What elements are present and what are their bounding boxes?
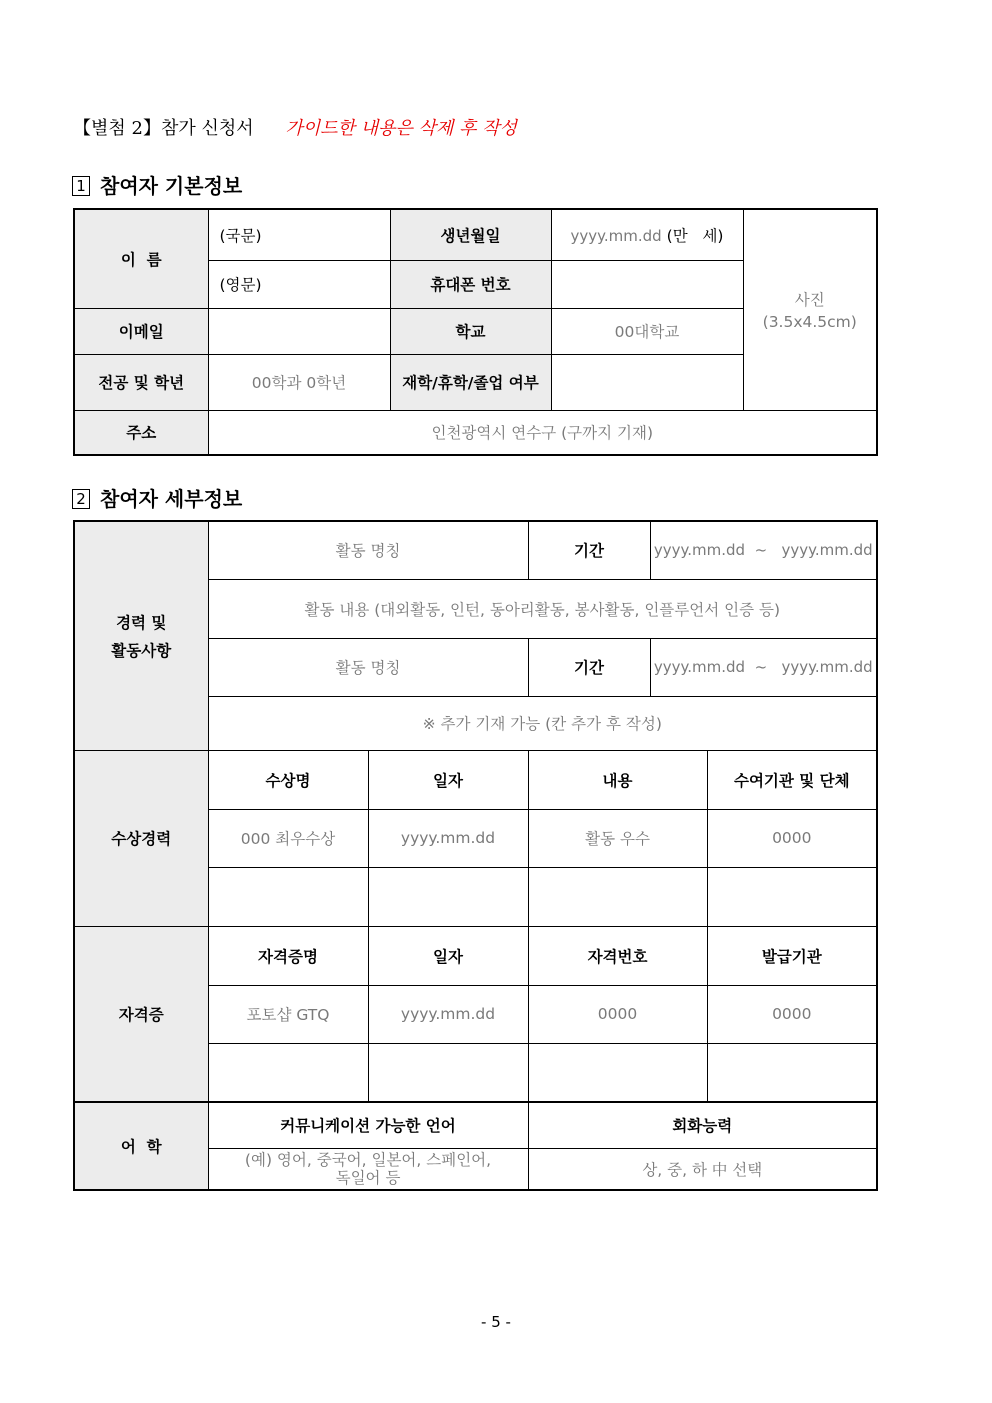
career-label-line1: 경력 및 (116, 613, 167, 632)
award-empty-org[interactable] (707, 867, 877, 926)
language-header: 커뮤니케이션 가능한 언어 (208, 1102, 528, 1148)
cert-empty-number[interactable] (528, 1043, 707, 1102)
cert-header-number: 자격번호 (528, 926, 707, 985)
attachment-label: 【별첨 2】참가 신청서 (73, 118, 254, 139)
photo-box[interactable] (743, 209, 877, 410)
status-label: 재학/휴학/졸업 여부 (390, 354, 551, 410)
email-label: 이메일 (74, 308, 208, 354)
page-number: - 5 - (481, 1313, 511, 1331)
basic-info-table (73, 208, 878, 456)
birth-placeholder: yyyy.mm.dd (570, 226, 662, 245)
major-field[interactable]: 00학과 0학년 (208, 354, 390, 410)
award-header-name: 수상명 (208, 750, 368, 809)
section1-title-text: 참여자 기본정보 (100, 174, 243, 198)
phone-field[interactable] (551, 260, 743, 308)
period-label-2: 기간 (528, 638, 650, 696)
guide-note: 가이드한 내용은 삭제 후 작성 (285, 118, 517, 139)
awards-label: 수상경력 (74, 750, 208, 926)
period-field-1[interactable]: yyyy.mm.dd ~ yyyy.mm.dd (650, 521, 877, 579)
cert-empty-issuer[interactable] (707, 1043, 877, 1102)
section2-title (72, 483, 242, 512)
photo-label: 사진 (794, 291, 825, 310)
award-example-content[interactable]: 활동 우수 (528, 809, 707, 867)
address-field[interactable]: 인천광역시 연수구 (구까지 기재) (208, 410, 877, 455)
korean-name-field[interactable]: (국문) (208, 209, 390, 260)
name-label: 이 름 (74, 209, 208, 308)
status-field[interactable] (551, 354, 743, 410)
english-name-field[interactable]: (영문) (208, 260, 390, 308)
conversation-level-field[interactable]: 상, 중, 하 中 선택 (528, 1148, 877, 1190)
award-header-date: 일자 (368, 750, 528, 809)
age-label: (만 세) (666, 226, 724, 245)
attachment-header (73, 114, 517, 140)
email-field[interactable] (208, 308, 390, 354)
certs-label: 자격증 (74, 926, 208, 1102)
section2-number: 2 (72, 489, 90, 509)
activity-name-field-2[interactable]: 활동 명칭 (208, 638, 528, 696)
language-example-field[interactable] (208, 1148, 528, 1190)
conversation-header: 회화능력 (528, 1102, 877, 1148)
activity-name-field-1[interactable]: 활동 명칭 (208, 521, 528, 579)
language-label: 어 학 (74, 1102, 208, 1190)
cert-empty-date[interactable] (368, 1043, 528, 1102)
award-example-org[interactable]: 0000 (707, 809, 877, 867)
major-label: 전공 및 학년 (74, 354, 208, 410)
birth-label: 생년월일 (390, 209, 551, 260)
birth-field[interactable] (551, 209, 743, 260)
award-empty-content[interactable] (528, 867, 707, 926)
award-header-content: 내용 (528, 750, 707, 809)
award-example-name[interactable]: 000 최우수상 (208, 809, 368, 867)
cert-header-name: 자격증명 (208, 926, 368, 985)
section1-number: 1 (72, 176, 90, 196)
activity-desc-field-1[interactable]: 활동 내용 (대외활동, 인턴, 동아리활동, 봉사활동, 인플루언서 인증 등) (208, 579, 877, 638)
photo-size: (3.5x4.5cm) (762, 313, 857, 332)
cert-example-number[interactable]: 0000 (528, 985, 707, 1043)
cert-empty-name[interactable] (208, 1043, 368, 1102)
award-empty-name[interactable] (208, 867, 368, 926)
school-field[interactable]: 00대학교 (551, 308, 743, 354)
language-example-line1: (예) 영어, 중국어, 일본어, 스페인어, (244, 1150, 492, 1169)
language-example-line2: 독일어 등 (335, 1168, 401, 1187)
section2-title-text: 참여자 세부정보 (100, 487, 243, 511)
address-label: 주소 (74, 410, 208, 455)
career-label-line2: 활동사항 (111, 641, 172, 660)
section1-title (72, 170, 242, 199)
add-note: ※ 추가 기재 가능 (칸 추가 후 작성) (208, 696, 877, 750)
detail-info-table (73, 520, 878, 1191)
phone-label: 휴대폰 번호 (390, 260, 551, 308)
period-field-2[interactable]: yyyy.mm.dd ~ yyyy.mm.dd (650, 638, 877, 696)
period-label-1: 기간 (528, 521, 650, 579)
career-label (74, 521, 208, 750)
award-example-date[interactable]: yyyy.mm.dd (368, 809, 528, 867)
award-empty-date[interactable] (368, 867, 528, 926)
cert-example-date[interactable]: yyyy.mm.dd (368, 985, 528, 1043)
award-header-org: 수여기관 및 단체 (707, 750, 877, 809)
cert-example-issuer[interactable]: 0000 (707, 985, 877, 1043)
school-label: 학교 (390, 308, 551, 354)
cert-example-name[interactable]: 포토샵 GTQ (208, 985, 368, 1043)
cert-header-issuer: 발급기관 (707, 926, 877, 985)
cert-header-date: 일자 (368, 926, 528, 985)
